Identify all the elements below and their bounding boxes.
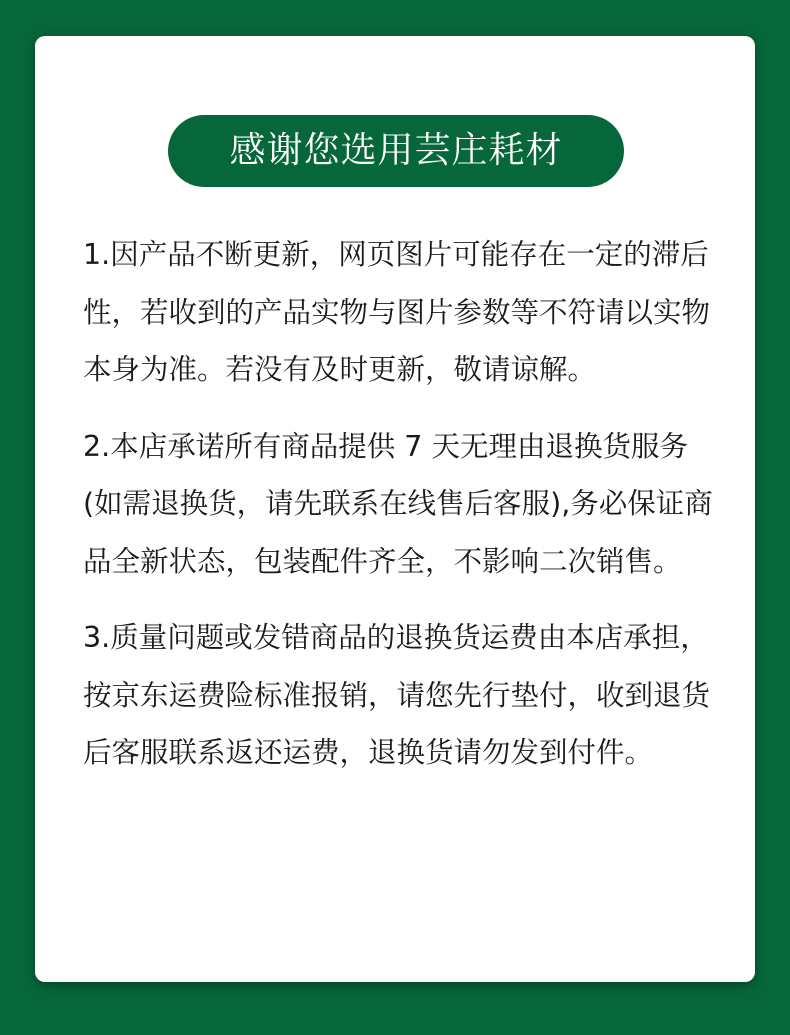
title-banner: 感谢您选用芸庄耗材 — [168, 115, 624, 187]
notice-item-1: 1.因产品不断更新，网页图片可能存在一定的滞后性，若收到的产品实物与图片参数等不符请以实物本身为准。若没有及时更新，敬请谅解。 — [83, 238, 711, 386]
notice-item-3: 3.质量问题或发错商品的退换货运费由本店承担，按京东运费险标准报销，请您先行垫付，收到退货后客服联系返还运费，退换货请勿发到付件。 — [83, 621, 711, 769]
notice-card — [35, 36, 755, 982]
notice-list — [83, 226, 723, 801]
notice-item-2: 2.本店承诺所有商品提供 7 天无理由退换货服务(如需退换货，请先联系在线售后客服),务必保证商品全新状态，包装配件齐全，不影响二次销售。 — [83, 429, 713, 578]
